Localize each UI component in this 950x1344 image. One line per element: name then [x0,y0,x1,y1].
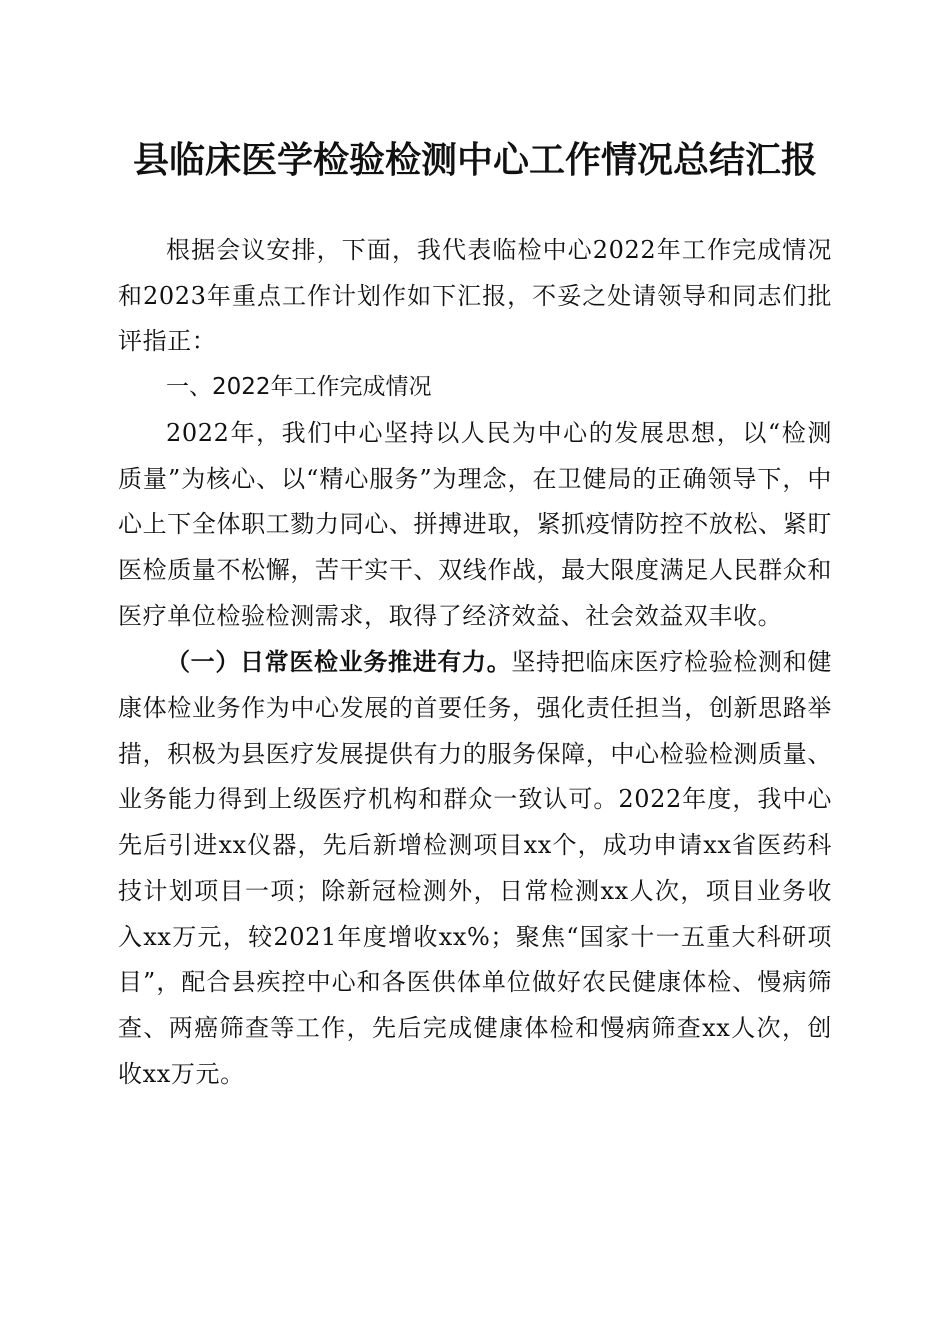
section-1-paragraph: 2022年，我们中心坚持以人民为中心的发展思想，以“检测质量”为核心、以“精心服务”为理念，在卫健局的正确领导下，中心上下全体职工勠力同心、拼搏进取，紧抓疫情防控不放松、紧盯医检质量不松懈，苦干实干、双线作战，最大限度满足人民群众和医疗单位检验检测需求，取得了经济效益、社会效益双丰收。 [118,418,832,630]
document-body [118,228,832,1097]
section-heading-1: 一、2022年工作完成情况 [166,374,432,401]
subsection-1-paragraph [118,639,832,1097]
subsection-1-text: 坚持把临床医疗检验检测和健康体检业务作为中心发展的首要任务，强化责任担当，创新思路举措，积极为县医疗发展提供有力的服务保障，中心检验检测质量、业务能力得到上级医疗机构和群众一致认可。2022年度，我中心先后引进xx仪器，先后新增检测项目xx个，成功申请xx省医药科技计划项目一项；除新冠检测外，日常检测xx人次，项目业务收入xx万元，较2021年度增收xx%；聚焦“国家十一五重大科研项目”，配合县疾控中心和各医供体单位做好农民健康体检、慢病筛查、两癌筛查等工作，先后完成健康体检和慢病筛查xx人次，创收xx万元。 [118,648,832,1088]
subsection-1-lead: （一）日常医检业务推进有力。 [166,647,512,677]
document-title: 县临床医学检验检测中心工作情况总结汇报 [132,139,817,181]
intro-paragraph: 根据会议安排，下面，我代表临检中心2022年工作完成情况和2023年重点工作计划作如下汇报，不妥之处请领导和同志们批评指正： [118,236,832,356]
